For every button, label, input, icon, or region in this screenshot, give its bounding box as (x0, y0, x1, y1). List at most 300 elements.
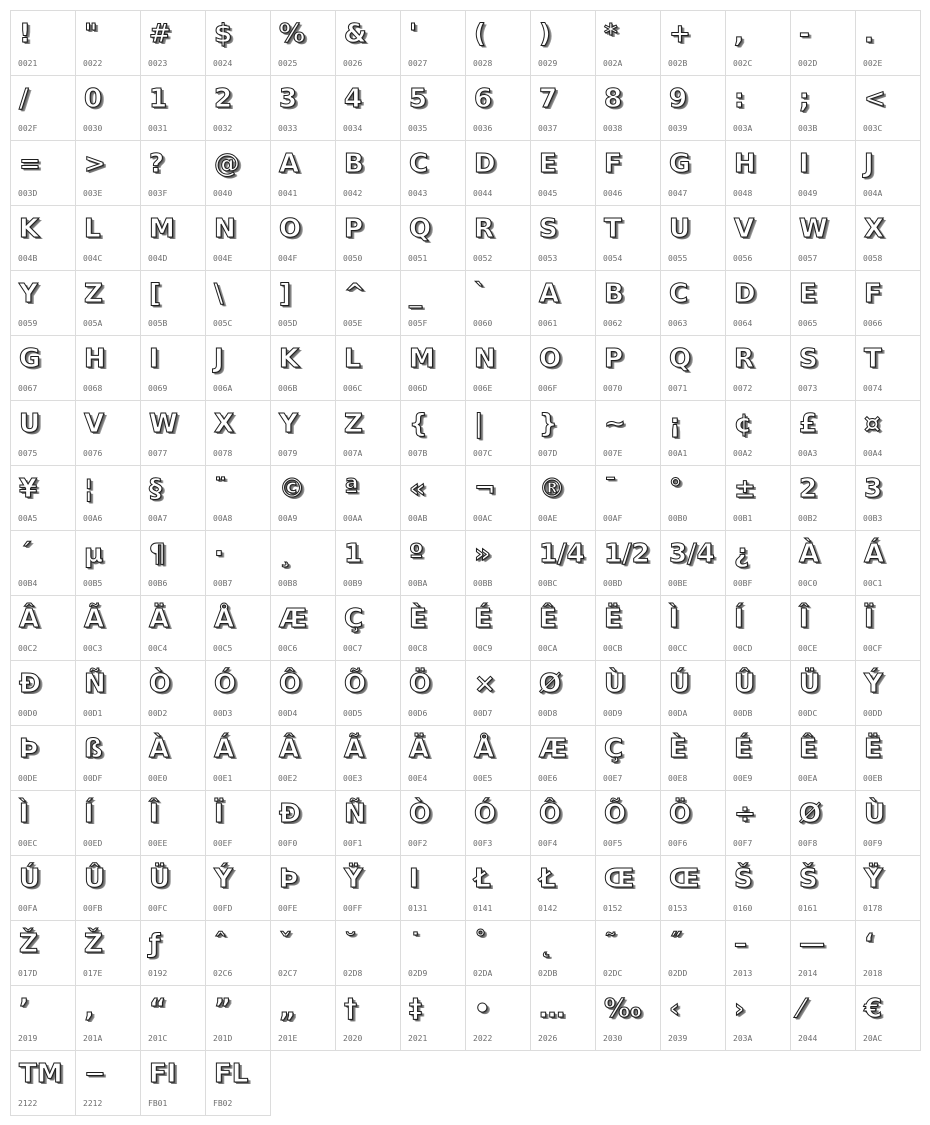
glyph-cell (76, 726, 141, 791)
glyph-sample: D (474, 149, 496, 179)
glyph-cell (76, 466, 141, 531)
glyph-cell (791, 141, 856, 206)
glyph-cell (141, 1051, 206, 1116)
glyph-sample: _ (409, 279, 422, 309)
glyph-cell (531, 141, 596, 206)
glyph-codepoint: FB01 (148, 1099, 168, 1108)
glyph-cell (141, 141, 206, 206)
glyph-cell (401, 11, 466, 76)
glyph-sample: Y (19, 279, 38, 309)
glyph-codepoint: 007C (473, 449, 493, 458)
glyph-sample: . (864, 19, 874, 49)
glyph-cell (11, 76, 76, 141)
glyph-codepoint: 00DA (668, 709, 688, 718)
glyph-sample: ‚ (84, 994, 94, 1024)
glyph-cell (76, 596, 141, 661)
glyph-cell (336, 986, 401, 1051)
glyph-codepoint: 0065 (798, 319, 818, 328)
glyph-codepoint: 006D (408, 384, 428, 393)
glyph-sample: U (19, 409, 41, 439)
glyph-cell (336, 336, 401, 401)
glyph-codepoint: 003F (148, 189, 168, 198)
glyph-cell (856, 726, 921, 791)
glyph-codepoint: 00D6 (408, 709, 428, 718)
glyph-sample: Ÿ (344, 864, 363, 894)
glyph-codepoint: 005F (408, 319, 428, 328)
glyph-codepoint: 00AB (408, 514, 428, 523)
glyph-sample: º (409, 539, 424, 569)
glyph-sample: ’ (19, 994, 29, 1024)
glyph-sample: J (864, 149, 874, 179)
glyph-cell (141, 856, 206, 921)
glyph-sample: ‹ (669, 994, 680, 1024)
glyph-cell (76, 11, 141, 76)
glyph-codepoint: 0064 (733, 319, 753, 328)
glyph-codepoint: 00B3 (863, 514, 883, 523)
glyph-cell (11, 531, 76, 596)
glyph-sample: ” (214, 994, 232, 1024)
glyph-codepoint: 0041 (278, 189, 298, 198)
glyph-cell (596, 986, 661, 1051)
glyph-cell (76, 791, 141, 856)
glyph-codepoint: 00CC (668, 644, 688, 653)
glyph-sample: Ú (19, 864, 41, 894)
glyph-sample: 1/4 (539, 539, 585, 569)
glyph-sample: P (604, 344, 624, 374)
glyph-cell (856, 141, 921, 206)
glyph-cell (141, 401, 206, 466)
glyph-codepoint: 00F9 (863, 839, 883, 848)
glyph-cell (466, 401, 531, 466)
glyph-codepoint: 0131 (408, 904, 428, 913)
glyph-codepoint: 00D4 (278, 709, 298, 718)
glyph-sample: Ł (539, 864, 556, 894)
glyph-sample: É (474, 604, 492, 634)
glyph-sample: ¥ (19, 474, 38, 504)
glyph-cell (596, 921, 661, 986)
glyph-sample: È (409, 604, 427, 634)
glyph-cell (11, 921, 76, 986)
glyph-cell (11, 986, 76, 1051)
glyph-codepoint: 0059 (18, 319, 38, 328)
glyph-codepoint: 00CE (798, 644, 818, 653)
glyph-sample: Ã (84, 604, 105, 634)
glyph-sample: ˇ (279, 929, 292, 959)
glyph-codepoint: 2013 (733, 969, 753, 978)
glyph-codepoint: 00E2 (278, 774, 298, 783)
glyph-cell (271, 271, 336, 336)
glyph-codepoint: 0038 (603, 124, 623, 133)
glyph-codepoint: 2019 (18, 1034, 38, 1043)
glyph-sample: Đ (19, 669, 41, 699)
glyph-cell (531, 466, 596, 531)
glyph-sample: 3/4 (669, 539, 715, 569)
glyph-codepoint: 00CB (603, 644, 623, 653)
glyph-sample: D (734, 279, 756, 309)
glyph-cell (596, 76, 661, 141)
glyph-codepoint: 0056 (733, 254, 753, 263)
glyph-sample: ˝ (669, 929, 682, 959)
glyph-cell (336, 401, 401, 466)
glyph-sample: Ò (409, 799, 432, 829)
glyph-cell (466, 921, 531, 986)
glyph-codepoint: 00D0 (18, 709, 38, 718)
glyph-cell (206, 271, 271, 336)
glyph-cell (856, 401, 921, 466)
glyph-codepoint: 0051 (408, 254, 428, 263)
glyph-codepoint: 00AF (603, 514, 623, 523)
glyph-sample: E (539, 149, 557, 179)
glyph-codepoint: 2026 (538, 1034, 558, 1043)
glyph-cell (791, 466, 856, 531)
glyph-sample: Å (474, 734, 495, 764)
glyph-cell (661, 986, 726, 1051)
glyph-sample: € (864, 994, 883, 1024)
glyph-sample: < (864, 84, 886, 114)
glyph-sample: ‘ (864, 929, 874, 959)
glyph-cell (596, 206, 661, 271)
glyph-sample: Š (799, 864, 818, 894)
glyph-codepoint: 00D2 (148, 709, 168, 718)
glyph-sample: Ñ (84, 669, 106, 699)
glyph-cell (726, 791, 791, 856)
glyph-codepoint: 0079 (278, 449, 298, 458)
glyph-cell (531, 531, 596, 596)
glyph-codepoint: 00E8 (668, 774, 688, 783)
glyph-sample: I (799, 149, 809, 179)
glyph-codepoint: 0042 (343, 189, 363, 198)
glyph-codepoint: 2212 (83, 1099, 103, 1108)
glyph-sample: = (19, 149, 41, 179)
glyph-cell (401, 141, 466, 206)
glyph-sample: N (474, 344, 496, 374)
glyph-sample: ˛ (539, 929, 552, 959)
glyph-sample: 2 (214, 84, 233, 114)
glyph-codepoint: 00E7 (603, 774, 623, 783)
glyph-sample: 1 (344, 539, 363, 569)
glyph-cell (466, 531, 531, 596)
glyph-cell (856, 531, 921, 596)
glyph-cell (791, 661, 856, 726)
glyph-codepoint: 007E (603, 449, 623, 458)
glyph-codepoint: 00C5 (213, 644, 233, 653)
glyph-sample: † (344, 994, 357, 1024)
glyph-codepoint: 0024 (213, 59, 233, 68)
glyph-cell (76, 206, 141, 271)
glyph-sample: µ (84, 539, 104, 569)
glyph-sample: X (214, 409, 235, 439)
glyph-cell (596, 401, 661, 466)
glyph-cell (661, 596, 726, 661)
glyph-cell (11, 271, 76, 336)
glyph-codepoint: 00AE (538, 514, 558, 523)
glyph-sample: @ (214, 149, 240, 179)
glyph-cell (401, 336, 466, 401)
glyph-cell (596, 141, 661, 206)
glyph-cell (76, 141, 141, 206)
glyph-codepoint: 006F (538, 384, 558, 393)
glyph-cell (336, 661, 401, 726)
glyph-cell (141, 336, 206, 401)
glyph-codepoint: 003A (733, 124, 753, 133)
glyph-sample: O (279, 214, 302, 244)
glyph-cell (11, 336, 76, 401)
glyph-codepoint: 002F (18, 124, 38, 133)
glyph-sample: " (84, 19, 98, 49)
glyph-cell (596, 726, 661, 791)
glyph-codepoint: 00F0 (278, 839, 298, 848)
glyph-codepoint: 0141 (473, 904, 493, 913)
glyph-cell (76, 531, 141, 596)
glyph-codepoint: 00B5 (83, 579, 103, 588)
glyph-cell (206, 986, 271, 1051)
glyph-cell (206, 141, 271, 206)
glyph-sample: 1 (149, 84, 168, 114)
glyph-sample: 2 (799, 474, 818, 504)
glyph-cell (76, 271, 141, 336)
glyph-codepoint: 00D7 (473, 709, 493, 718)
glyph-cell (726, 921, 791, 986)
glyph-cell (466, 206, 531, 271)
glyph-cell (726, 141, 791, 206)
glyph-codepoint: 0035 (408, 124, 428, 133)
glyph-cell (11, 401, 76, 466)
glyph-codepoint: 2039 (668, 1034, 688, 1043)
glyph-codepoint: 00FB (83, 904, 103, 913)
glyph-sample: Û (84, 864, 106, 894)
glyph-codepoint: 00CD (733, 644, 753, 653)
glyph-codepoint: 006A (213, 384, 233, 393)
glyph-cell (856, 11, 921, 76)
glyph-codepoint: 00B8 (278, 579, 298, 588)
glyph-codepoint: 00C8 (408, 644, 428, 653)
glyph-cell (141, 271, 206, 336)
glyph-cell (76, 1051, 141, 1116)
glyph-codepoint: 0077 (148, 449, 168, 458)
glyph-codepoint: 00EA (798, 774, 818, 783)
glyph-sample: Ê (539, 604, 557, 634)
glyph-cell (11, 726, 76, 791)
glyph-sample: Ò (149, 669, 172, 699)
glyph-codepoint: 203A (733, 1034, 753, 1043)
glyph-codepoint: 00F6 (668, 839, 688, 848)
glyph-codepoint: 0034 (343, 124, 363, 133)
glyph-cell (661, 11, 726, 76)
glyph-sample: C (669, 279, 689, 309)
glyph-sample: » (474, 539, 491, 569)
glyph-sample: F (604, 149, 622, 179)
glyph-codepoint: 02C7 (278, 969, 298, 978)
glyph-codepoint: 00CF (863, 644, 883, 653)
glyph-sample: B (344, 149, 364, 179)
glyph-cell (271, 531, 336, 596)
glyph-codepoint: 0066 (863, 319, 883, 328)
glyph-sample: Ø (539, 669, 562, 699)
glyph-codepoint: 0161 (798, 904, 818, 913)
glyph-sample: Ú (669, 669, 691, 699)
glyph-codepoint: 00ED (83, 839, 103, 848)
glyph-sample: Á (214, 734, 235, 764)
glyph-cell (141, 791, 206, 856)
glyph-sample: Ñ (344, 799, 366, 829)
glyph-cell (336, 791, 401, 856)
glyph-sample: U (669, 214, 691, 244)
glyph-sample: 9 (669, 84, 688, 114)
glyph-codepoint: 0070 (603, 384, 623, 393)
glyph-sample: Î (799, 604, 809, 634)
glyph-cell (271, 76, 336, 141)
glyph-cell (726, 466, 791, 531)
glyph-codepoint: 004F (278, 254, 298, 263)
glyph-codepoint: 00C7 (343, 644, 363, 653)
glyph-cell (141, 726, 206, 791)
glyph-sample: C (409, 149, 429, 179)
glyph-sample: I (409, 864, 419, 894)
glyph-codepoint: 00A6 (83, 514, 103, 523)
glyph-codepoint: 0046 (603, 189, 623, 198)
glyph-sample: L (84, 214, 101, 244)
glyph-sample: FI (149, 1059, 177, 1089)
glyph-sample: Q (409, 214, 432, 244)
glyph-cell (726, 11, 791, 76)
glyph-codepoint: 2021 (408, 1034, 428, 1043)
glyph-codepoint: 00E3 (343, 774, 363, 783)
glyph-codepoint: 0023 (148, 59, 168, 68)
glyph-cell (466, 336, 531, 401)
glyph-sample: … (539, 994, 565, 1024)
glyph-sample: Ä (409, 734, 430, 764)
glyph-cell (661, 531, 726, 596)
glyph-cell (856, 661, 921, 726)
glyph-sample: 7 (539, 84, 558, 114)
glyph-cell (401, 661, 466, 726)
glyph-codepoint: 00F3 (473, 839, 493, 848)
glyph-codepoint: 00FA (18, 904, 38, 913)
glyph-codepoint: 00DB (733, 709, 753, 718)
glyph-codepoint: 0028 (473, 59, 493, 68)
glyph-cell (531, 206, 596, 271)
glyph-sample: Í (84, 799, 94, 829)
glyph-codepoint: 00D5 (343, 709, 363, 718)
glyph-sample: Ë (864, 734, 882, 764)
glyph-cell (271, 141, 336, 206)
glyph-cell (856, 76, 921, 141)
glyph-codepoint: 0054 (603, 254, 623, 263)
glyph-cell (401, 531, 466, 596)
glyph-sample: S (799, 344, 818, 374)
glyph-sample: Î (149, 799, 159, 829)
glyph-codepoint: 00FC (148, 904, 168, 913)
glyph-cell (596, 11, 661, 76)
glyph-sample: ° (669, 474, 682, 504)
glyph-codepoint: 007D (538, 449, 558, 458)
glyph-sample: 5 (409, 84, 428, 114)
glyph-sample: „ (279, 994, 297, 1024)
glyph-codepoint: 00CA (538, 644, 558, 653)
glyph-cell (726, 596, 791, 661)
glyph-cell (791, 76, 856, 141)
glyph-cell (206, 1051, 271, 1116)
glyph-cell (531, 11, 596, 76)
glyph-codepoint: 0050 (343, 254, 363, 263)
glyph-cell (401, 921, 466, 986)
glyph-codepoint: 0055 (668, 254, 688, 263)
glyph-sample: 8 (604, 84, 623, 114)
glyph-codepoint: 201A (83, 1034, 103, 1043)
glyph-cell (791, 726, 856, 791)
glyph-codepoint: 00A2 (733, 449, 753, 458)
glyph-codepoint: 0048 (733, 189, 753, 198)
glyph-cell (596, 661, 661, 726)
glyph-codepoint: 004E (213, 254, 233, 263)
glyph-codepoint: 00C0 (798, 579, 818, 588)
glyph-sample: Ï (214, 799, 224, 829)
glyph-codepoint: 00A4 (863, 449, 883, 458)
glyph-cell (726, 271, 791, 336)
glyph-sample: S (539, 214, 558, 244)
glyph-cell (336, 206, 401, 271)
glyph-codepoint: 0060 (473, 319, 493, 328)
glyph-sample: £ (799, 409, 818, 439)
glyph-codepoint: 00D1 (83, 709, 103, 718)
glyph-cell (466, 76, 531, 141)
glyph-codepoint: 201D (213, 1034, 233, 1043)
glyph-cell (661, 401, 726, 466)
glyph-codepoint: 00B9 (343, 579, 363, 588)
glyph-sample: ¤ (864, 409, 881, 439)
glyph-sample: Å (214, 604, 235, 634)
glyph-codepoint: 00B1 (733, 514, 753, 523)
glyph-codepoint: 2018 (863, 969, 883, 978)
glyph-cell (11, 856, 76, 921)
glyph-codepoint: 005A (83, 319, 103, 328)
glyph-cell (401, 466, 466, 531)
glyph-sample: ª (344, 474, 359, 504)
glyph-sample: Û (734, 669, 756, 699)
glyph-sample: ' (409, 19, 417, 49)
glyph-cell (466, 141, 531, 206)
glyph-sample: ~ (604, 409, 626, 439)
glyph-sample: ¬ (474, 474, 496, 504)
glyph-sample: Í (734, 604, 744, 634)
glyph-cell (466, 986, 531, 1051)
glyph-cell (401, 401, 466, 466)
glyph-codepoint: 0072 (733, 384, 753, 393)
glyph-codepoint: 00FD (213, 904, 233, 913)
glyph-sample: ? (149, 149, 165, 179)
glyph-sample: Ë (604, 604, 622, 634)
glyph-cell (791, 596, 856, 661)
glyph-codepoint: 0052 (473, 254, 493, 263)
glyph-codepoint: 00EE (148, 839, 168, 848)
glyph-codepoint: 00A9 (278, 514, 298, 523)
glyph-sample: ˜ (604, 929, 617, 959)
glyph-cell (791, 856, 856, 921)
glyph-codepoint: 00E1 (213, 774, 233, 783)
glyph-cell (596, 596, 661, 661)
glyph-cell (791, 206, 856, 271)
glyph-codepoint: 00A3 (798, 449, 818, 458)
glyph-sample: Ì (669, 604, 679, 634)
glyph-sample: ¯ (604, 474, 617, 504)
glyph-cell (271, 986, 336, 1051)
glyph-cell (336, 596, 401, 661)
glyph-sample: ‡ (409, 994, 422, 1024)
glyph-cell (401, 206, 466, 271)
glyph-codepoint: 00E6 (538, 774, 558, 783)
glyph-cell (856, 466, 921, 531)
glyph-sample: ƒ (149, 929, 161, 959)
